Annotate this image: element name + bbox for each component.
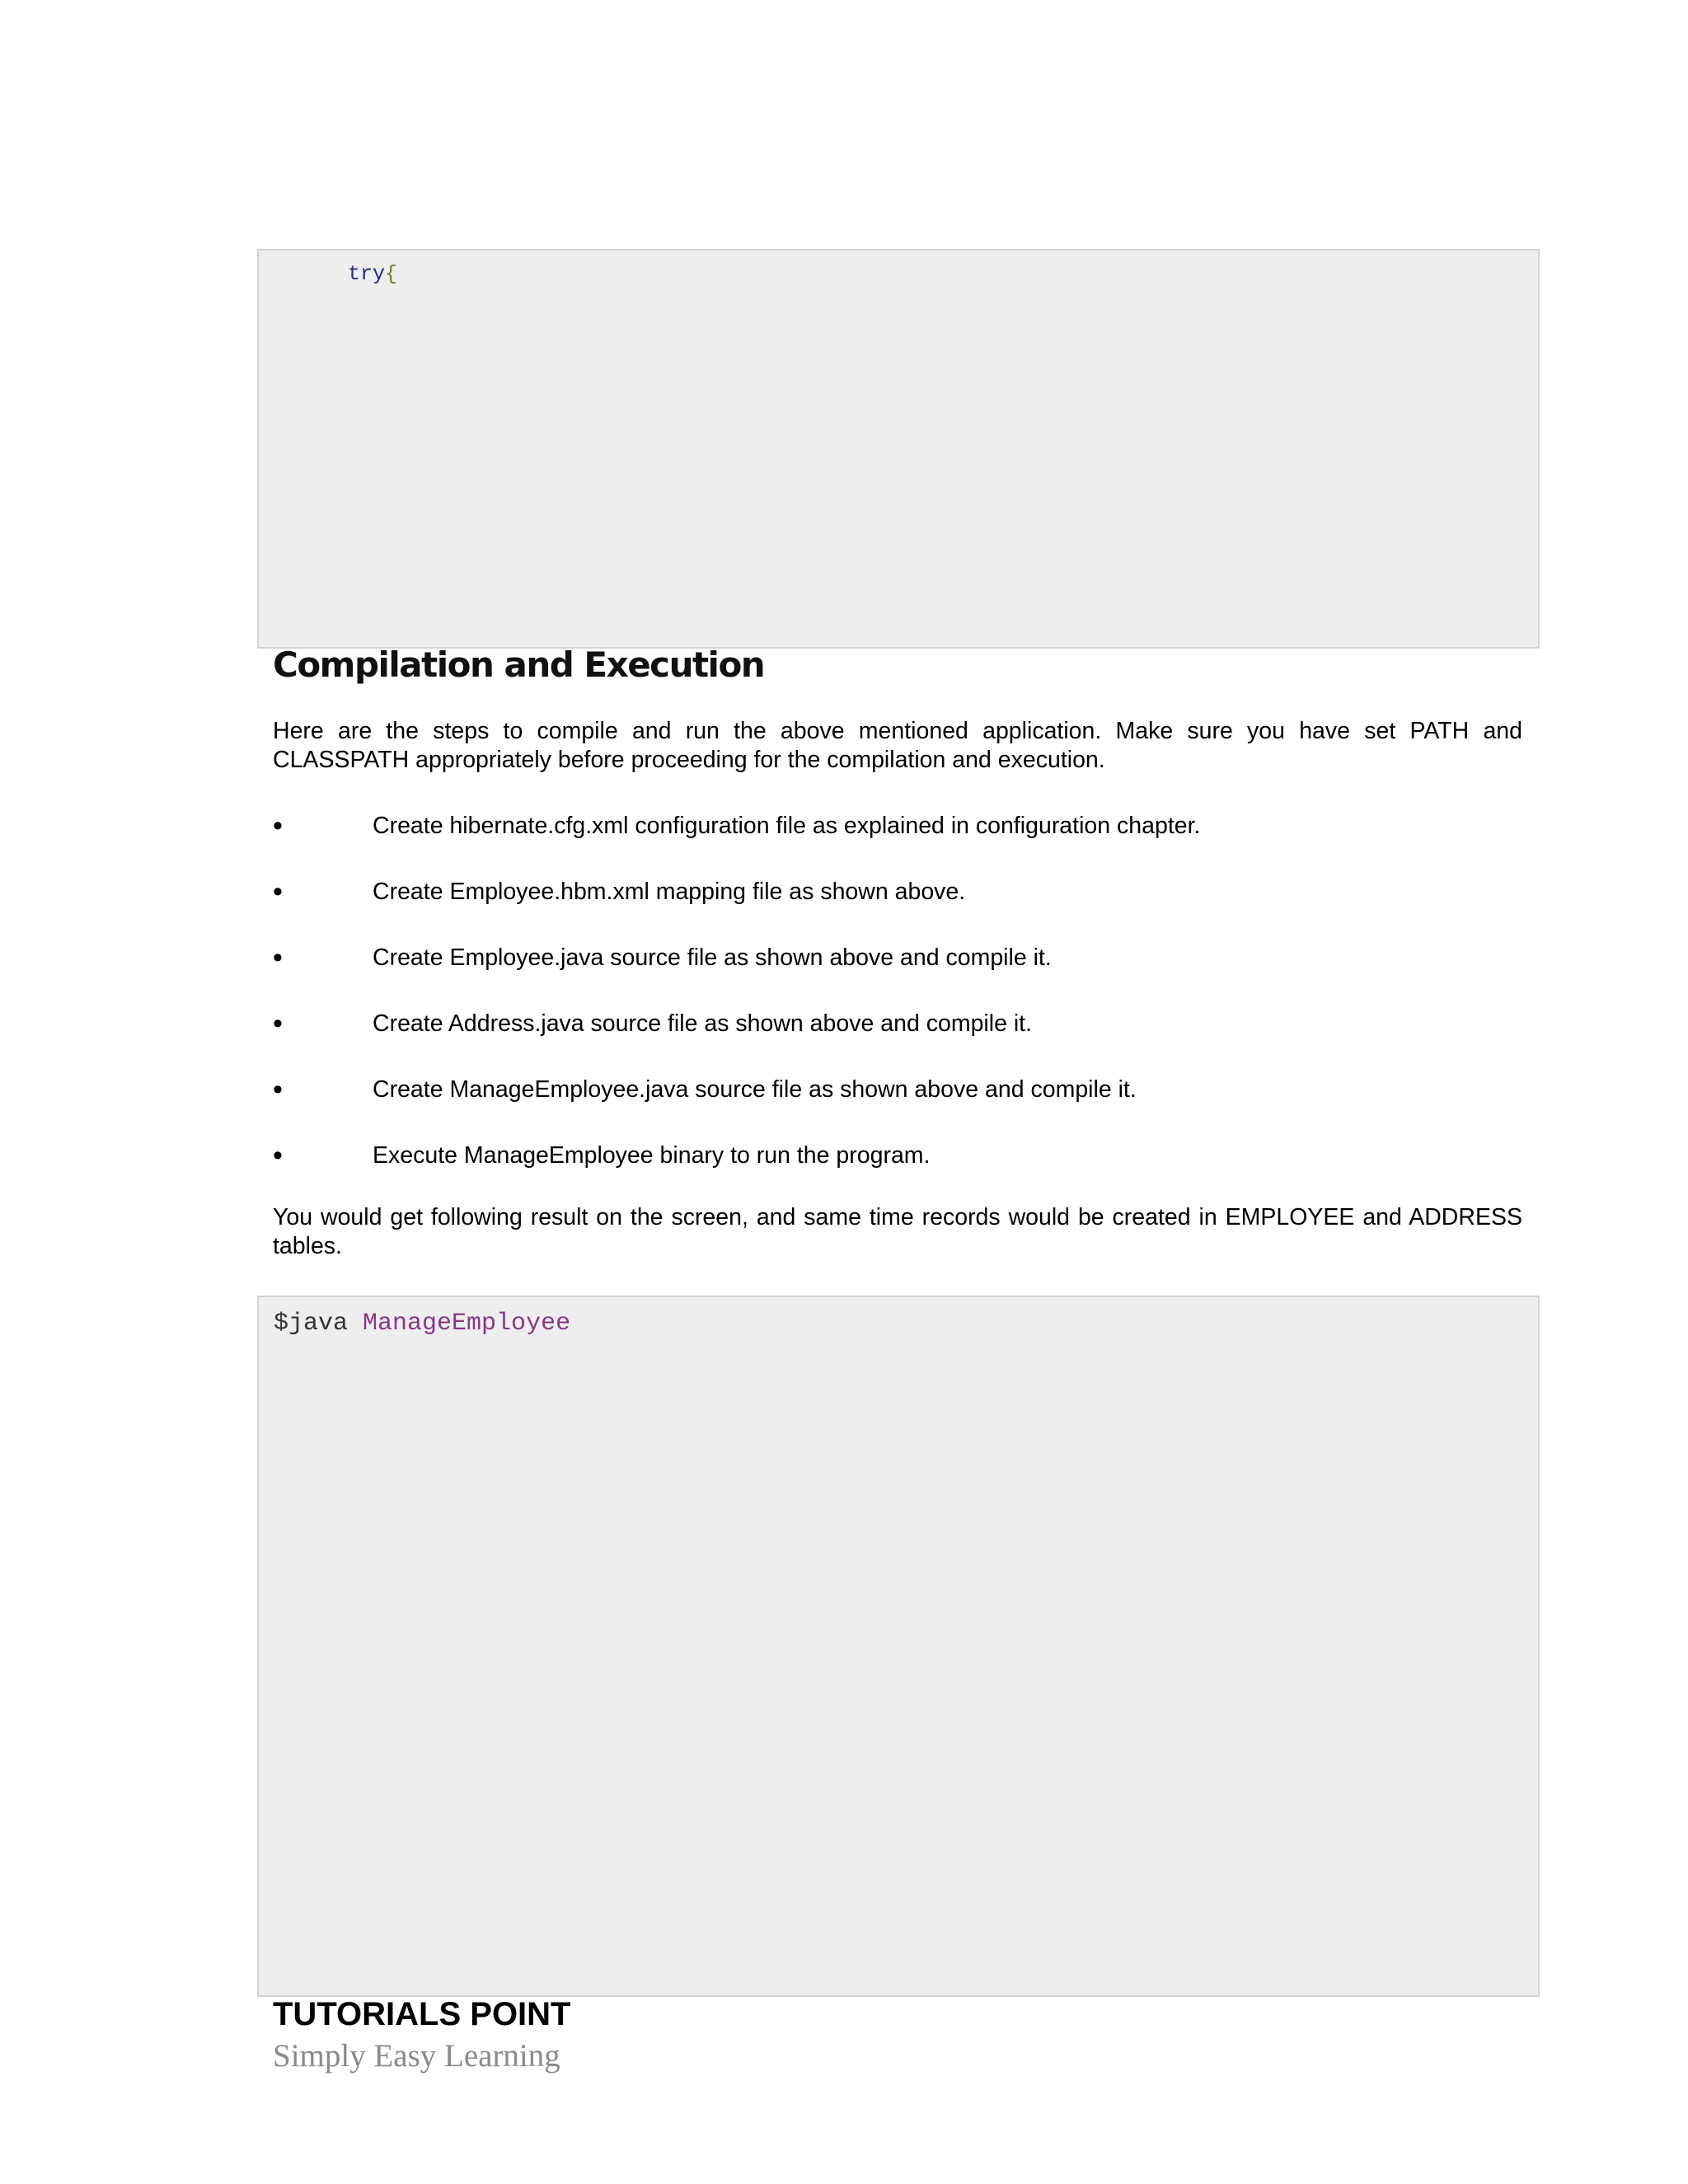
section-heading: Compilation and Execution — [273, 644, 765, 685]
code-block-output — [257, 1296, 1540, 1997]
code-line: try{ — [348, 262, 398, 286]
footer-tagline: Simply Easy Learning — [273, 2038, 560, 2074]
bullet-icon: • — [273, 876, 283, 907]
bullet-icon: • — [273, 1008, 283, 1039]
bullet-icon: • — [273, 1074, 283, 1105]
bullet-icon: • — [273, 1140, 283, 1171]
footer-brand: TUTORIALS POINT — [273, 1996, 571, 2032]
intro-paragraph: Here are the steps to compile and run the above mentioned application. Make sure you have set PATH and CLASSPATH appropriately before proceeding for the compilation and execution. — [273, 718, 1522, 773]
bullet-icon: • — [273, 942, 283, 973]
step-text: Create Address.java source file as shown above and compile it. — [373, 1010, 1033, 1037]
output-line: $java ManageEmployee — [274, 1310, 571, 1338]
result-paragraph: You would get following result on the screen, and same time records would be created in EMPLOYEE and ADDRESS tables. — [273, 1204, 1522, 1259]
bullet-icon: • — [273, 810, 283, 841]
step-text: Execute ManageEmployee binary to run the program. — [373, 1142, 931, 1169]
step-text: Create Employee.java source file as shown above and compile it. — [373, 944, 1052, 971]
step-text: Create ManageEmployee.java source file as shown above and compile it. — [373, 1076, 1137, 1103]
step-text: Create hibernate.cfg.xml configuration file as explained in configuration chapter. — [373, 813, 1201, 839]
code-block-java — [257, 249, 1540, 649]
step-text: Create Employee.hbm.xml mapping file as shown above. — [373, 879, 966, 905]
